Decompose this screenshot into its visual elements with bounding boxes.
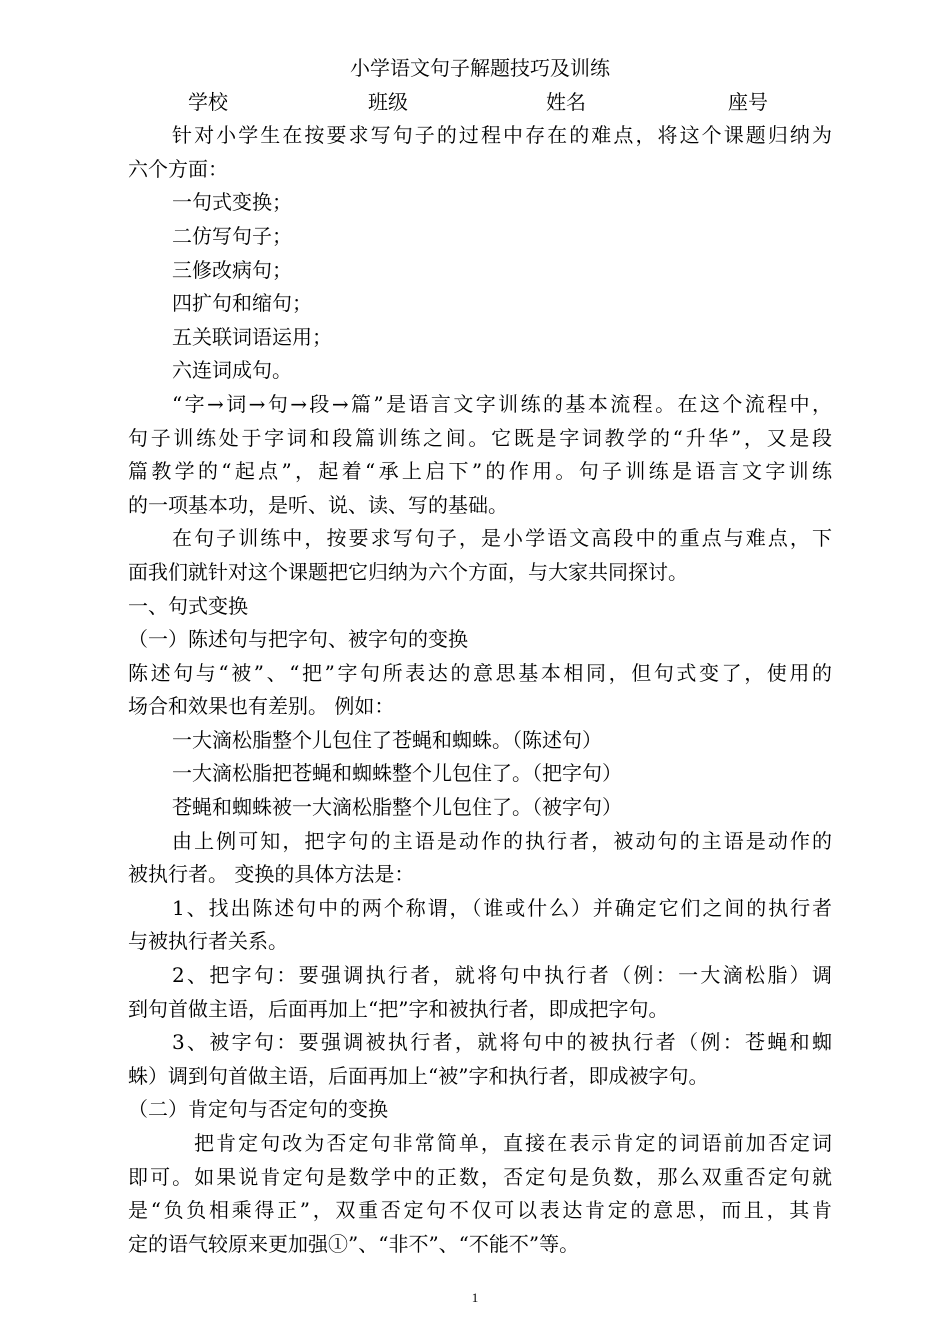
text-line: 是“负负相乘得正”，双重否定句不仅可以表达肯定的意思，而且，其肯 <box>128 1198 832 1223</box>
text-line: 一、句式变换 <box>128 593 248 618</box>
text-line: 二仿写句子； <box>172 223 292 248</box>
text-line: 六连词成句。 <box>172 358 292 383</box>
school-label: 学校 <box>188 89 228 114</box>
document-title: 小学语文句子解题技巧及训练 <box>350 56 610 80</box>
text-line: 定的语气较原来更加强①”、“非不”、“不能不”等。 <box>128 1231 580 1256</box>
text-line: 五关联词语运用； <box>172 324 332 349</box>
text-line: 一大滴松脂整个儿包住了苍蝇和蜘蛛。（陈述句） <box>172 727 602 752</box>
text-line: 篇教学的“起点”，起着“承上启下”的作用。句子训练是语言文字训练 <box>128 459 832 484</box>
document-body <box>128 119 832 1261</box>
text-line: 3、被字句：要强调被执行者，就将句中的被执行者（例：苍蝇和蜘 <box>172 1030 832 1055</box>
text-line: 三修改病句； <box>172 257 292 282</box>
text-line: （一）陈述句与把字句、被字句的变换 <box>128 627 468 652</box>
name-label: 姓名 <box>546 89 586 114</box>
text-line: 在句子训练中，按要求写句子，是小学语文高段中的重点与难点，下 <box>172 526 832 551</box>
text-line: 与被执行者关系。 <box>128 929 288 954</box>
text-line: 被执行者。 变换的具体方法是： <box>128 862 415 887</box>
text-line: 一大滴松脂把苍蝇和蜘蛛整个儿包住了。（把字句） <box>172 761 622 786</box>
text-line: 苍蝇和蜘蛛被一大滴松脂整个儿包住了。（被字句） <box>172 795 622 820</box>
text-line: 蛛）调到句首做主语，后面再加上“被”字和执行者，即成被字句。 <box>128 1063 709 1088</box>
text-line: （二）肯定句与否定句的变换 <box>128 1097 388 1122</box>
text-line: 的一项基本功，是听、说、读、写的基础。 <box>128 492 508 517</box>
text-line: “字→词→句→段→篇”是语言文字训练的基本流程。在这个流程中， <box>172 391 832 416</box>
text-line: 四扩句和缩句； <box>172 291 312 316</box>
text-line: 即可。如果说肯定句是数学中的正数，否定句是负数，那么双重否定句就 <box>128 1164 832 1189</box>
text-line: 把肯定句改为否定句非常简单，直接在表示肯定的词语前加否定词 <box>194 1131 832 1155</box>
text-line: 针对小学生在按要求写句子的过程中存在的难点，将这个课题归纳为 <box>172 123 832 148</box>
text-line: 句子训练处于字词和段篇训练之间。它既是字词教学的“升华”，又是段 <box>128 425 832 450</box>
text-line: 面我们就针对这个课题把它归纳为六个方面，与大家共同探讨。 <box>128 559 688 584</box>
text-line: 由上例可知，把字句的主语是动作的执行者，被动句的主语是动作的 <box>172 828 832 853</box>
text-line: 2、把字句：要强调执行者，就将句中执行者（例：一大滴松脂）调 <box>172 963 832 988</box>
class-label: 班级 <box>368 89 408 114</box>
text-line: 场合和效果也有差别。 例如： <box>128 694 395 719</box>
text-line: 1、找出陈述句中的两个称谓，（谁或什么）并确定它们之间的执行者 <box>172 895 832 920</box>
text-line: 一句式变换； <box>172 190 292 215</box>
text-line: 六个方面： <box>128 156 228 181</box>
page-number: 1 <box>471 1290 479 1305</box>
text-line: 陈述句与“被”、“把”字句所表达的意思基本相同，但句式变了，使用的 <box>128 660 832 685</box>
document-page <box>128 52 832 1261</box>
text-line: 到句首做主语，后面再加上“把”字和被执行者，即成把字句。 <box>128 996 669 1021</box>
student-info-row <box>128 86 832 120</box>
seat-label: 座号 <box>728 89 768 114</box>
